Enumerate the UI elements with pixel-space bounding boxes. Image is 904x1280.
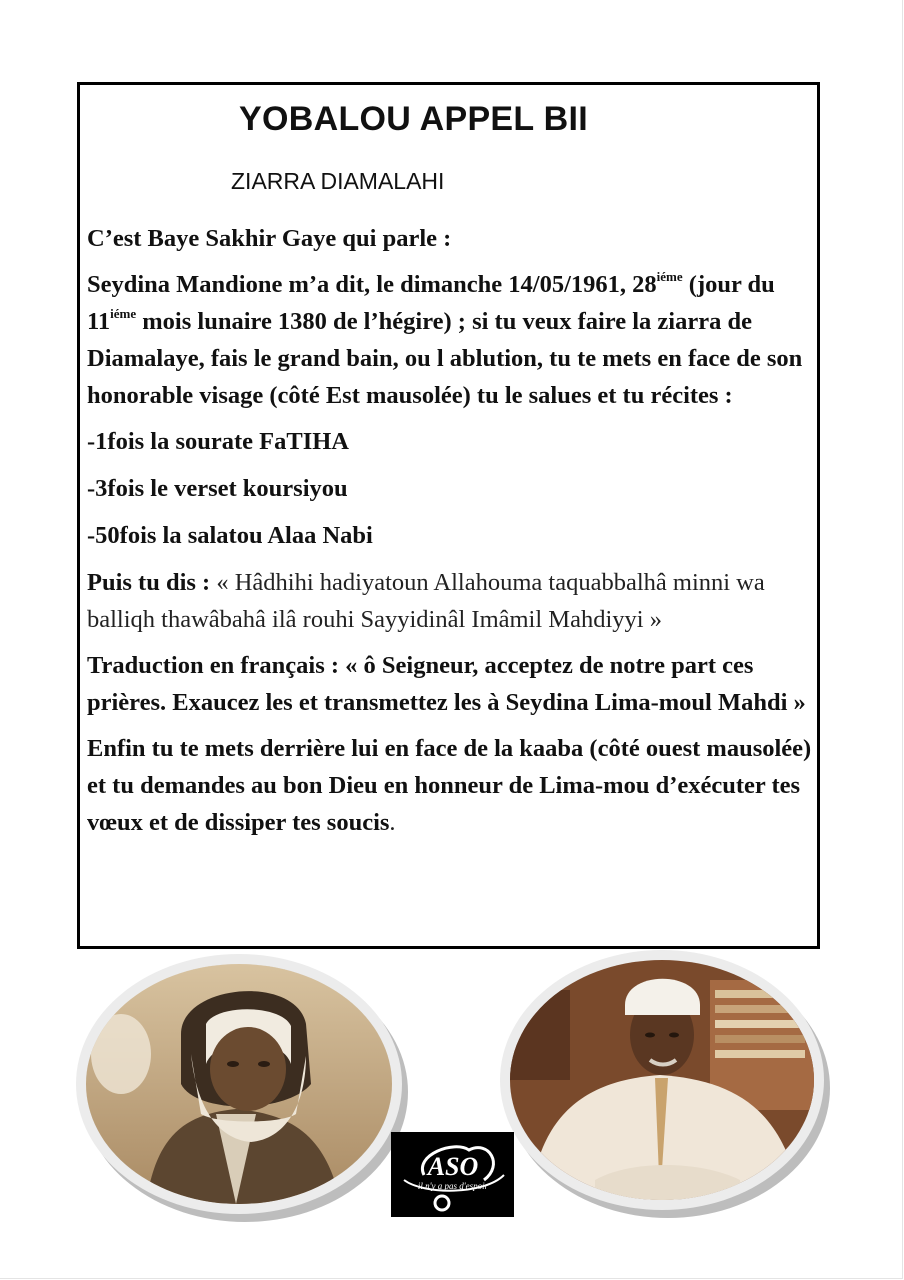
list-item: -50fois la salatou Alaa Nabi [87,522,373,549]
list-item: -3fois le verset koursiyou [87,475,348,502]
portrait-left-photo [86,964,392,1204]
intro-paragraph: C’est Baye Sakhir Gaye qui parle : [87,225,452,252]
page-title: YOBALOU APPEL BII [239,100,588,138]
logo-mark-icon [394,1135,512,1215]
instruction-part-1: Seydina Mandione m’a dit, le dimanche 14/05/1961, 28 [87,271,657,298]
closing-text: Enfin tu te mets derrière lui en face de la kaaba (côté ouest mausolée) et tu demandes au bon Dieu en honneur de Lima-mou d’exécuter tes vœux et de dissiper tes soucis [87,735,812,836]
body-text [87,220,812,850]
portrait-left-image [86,964,392,1204]
text-frame [77,82,820,949]
ordinal-superscript-1: iéme [656,268,683,284]
prayer-label: Puis tu dis : [87,569,217,596]
portrait-right-photo [510,960,814,1200]
instruction-part-2: (jour du 11 [87,271,775,335]
logo [391,1132,514,1217]
page-subtitle: ZIARRA DIAMALAHI [231,168,445,194]
logo-mark-text: ASO [427,1151,478,1181]
ordinal-superscript-2: iéme [110,305,137,321]
instruction-part-3: mois lunaire 1380 de l’hégire) ; si tu veux faire la ziarra de Diamalaye, fais le grand bain, ou l ablution, tu te mets en face de son honorable visage (côté Est mausolée) tu le salues et tu récites : [87,308,803,409]
prayer-paragraph [87,564,812,638]
translation-paragraph: Traduction en français : « ô Seigneur, acceptez de notre part ces prières. Exaucez les et transmettez les à Seydina Lima-moul Mahdi » [87,652,806,716]
list-item: -1fois la sourate FaTIHA [87,428,349,455]
instruction-paragraph [87,266,812,414]
closing-period: . [389,809,396,836]
portrait-right-image [510,960,814,1200]
logo-tagline: il n'y a pas d'espoir [417,1180,488,1191]
closing-paragraph [87,730,812,841]
prayer-text: « Hâdhihi hadiyatoun Allahouma taquabbalhâ minni wa balliqh thawâbahâ ilâ rouhi Sayyidinâl Imâmil Mahdiyyi » [87,569,765,633]
